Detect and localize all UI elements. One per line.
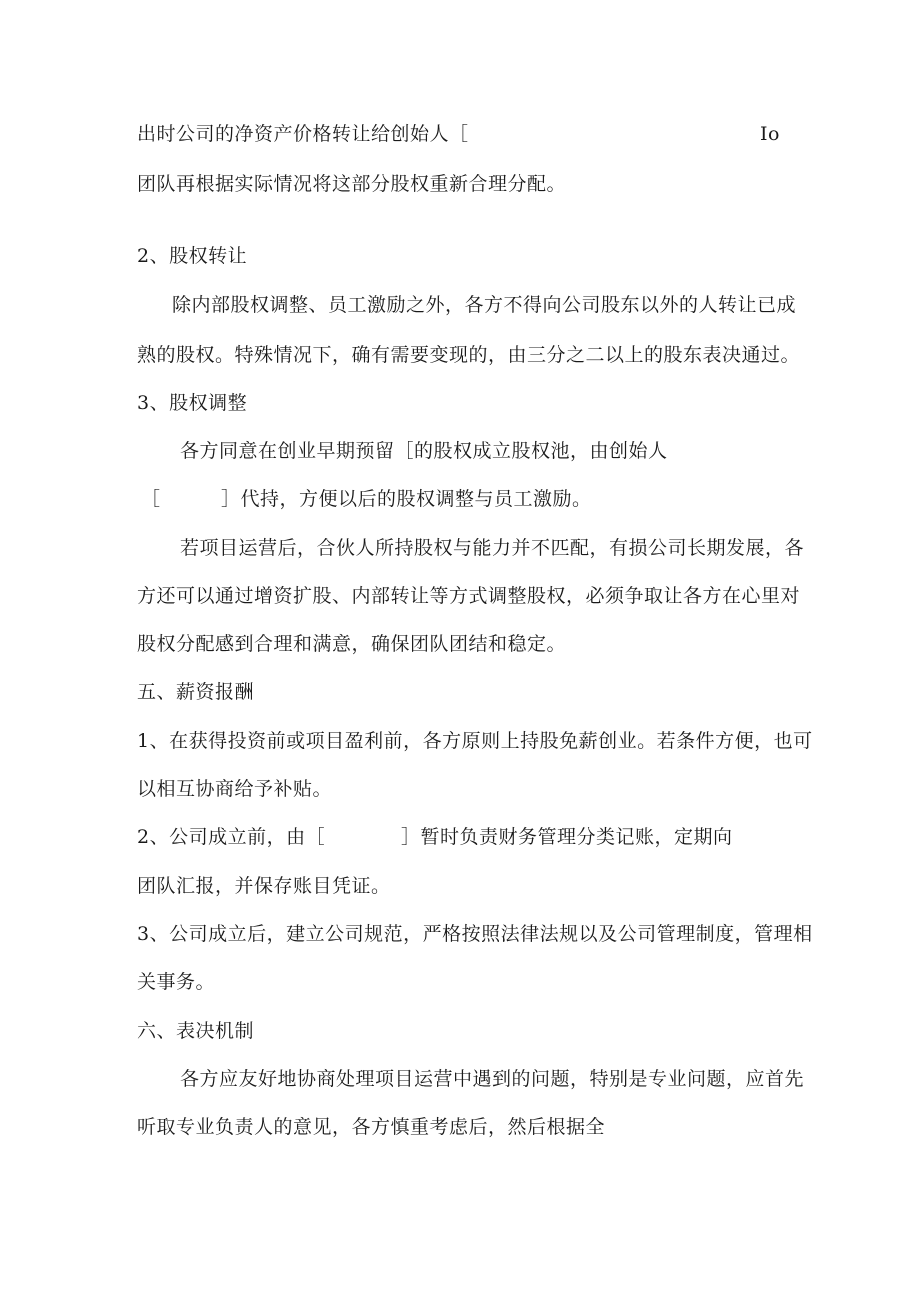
- section-heading: [0, 680, 255, 728]
- text-segment: 若项目运营后，合伙人所持股权与能力并不匹配，有损公司长期发展，各: [180, 537, 805, 559]
- text-segment: 团队汇报，并保存账目凭证。: [137, 875, 391, 897]
- text-segment: 各方同意在创业早期预留［的股权成立股权池，由创始人: [180, 440, 668, 462]
- text-line: [0, 584, 801, 632]
- text-line: [0, 970, 216, 1018]
- text-line: [0, 632, 567, 680]
- text-segment: 以相互协商给予补贴。: [137, 778, 333, 800]
- text-segment: 听取专业负责人的意见，各方慎重考虑后，然后根据全: [137, 1116, 606, 1138]
- text-segment: 各方应友好地协商处理项目运营中遇到的问题，特别是专业问题，应首先: [180, 1068, 805, 1090]
- heading-text: 五、薪资报酬: [137, 681, 255, 703]
- text-segment: ］代持，方便以后的股权调整与员工激励。: [221, 488, 592, 510]
- text-line: [0, 343, 801, 391]
- text-line: [0, 729, 813, 777]
- text-segment: 关事务。: [137, 971, 216, 993]
- heading-text: 六、表决机制: [137, 1020, 255, 1042]
- text-segment: 1、在获得投资前或项目盈利前，各方原则上持股免薪创业。若条件方便，也可: [137, 730, 813, 752]
- text-segment: ］暂时负责财务管理分类记账，定期向: [401, 826, 733, 848]
- text-segment: 2、公司成立前，由［: [137, 826, 326, 848]
- text-segment: ［: [141, 488, 161, 510]
- text-segment: Io: [760, 123, 780, 145]
- text-segment: 出时公司的净资产价格转让给创始人［: [137, 123, 469, 145]
- text-line: [0, 172, 567, 220]
- text-line: [0, 536, 805, 584]
- text-segment: 3、公司成立后，建立公司规范，严格按照法律法规以及公司管理制度，管理相: [137, 923, 813, 945]
- section-heading: [0, 391, 248, 439]
- text-line: [0, 874, 391, 922]
- heading-text: 2、股权转让: [137, 245, 248, 267]
- text-line: [0, 1115, 606, 1163]
- text-line: [0, 439, 668, 487]
- text-line: [0, 293, 797, 341]
- text-line: [0, 922, 813, 970]
- section-heading: [0, 1019, 255, 1067]
- text-segment: 股权分配感到合理和满意，确保团队团结和稳定。: [137, 633, 567, 655]
- heading-text: 3、股权调整: [137, 392, 248, 414]
- text-segment: 除内部股权调整、员工激励之外，各方不得向公司股东以外的人转让已成: [172, 294, 797, 316]
- section-heading: [0, 244, 248, 292]
- text-segment: 团队再根据实际情况将这部分股权重新合理分配。: [137, 173, 567, 195]
- text-line: [0, 777, 333, 825]
- text-segment: 熟的股权。特殊情况下，确有需要变现的，由三分之二以上的股东表决通过。: [137, 344, 801, 366]
- text-line: [0, 1067, 805, 1115]
- text-segment: 方还可以通过增资扩股、内部转让等方式调整股权，必须争取让各方在心里对: [137, 585, 801, 607]
